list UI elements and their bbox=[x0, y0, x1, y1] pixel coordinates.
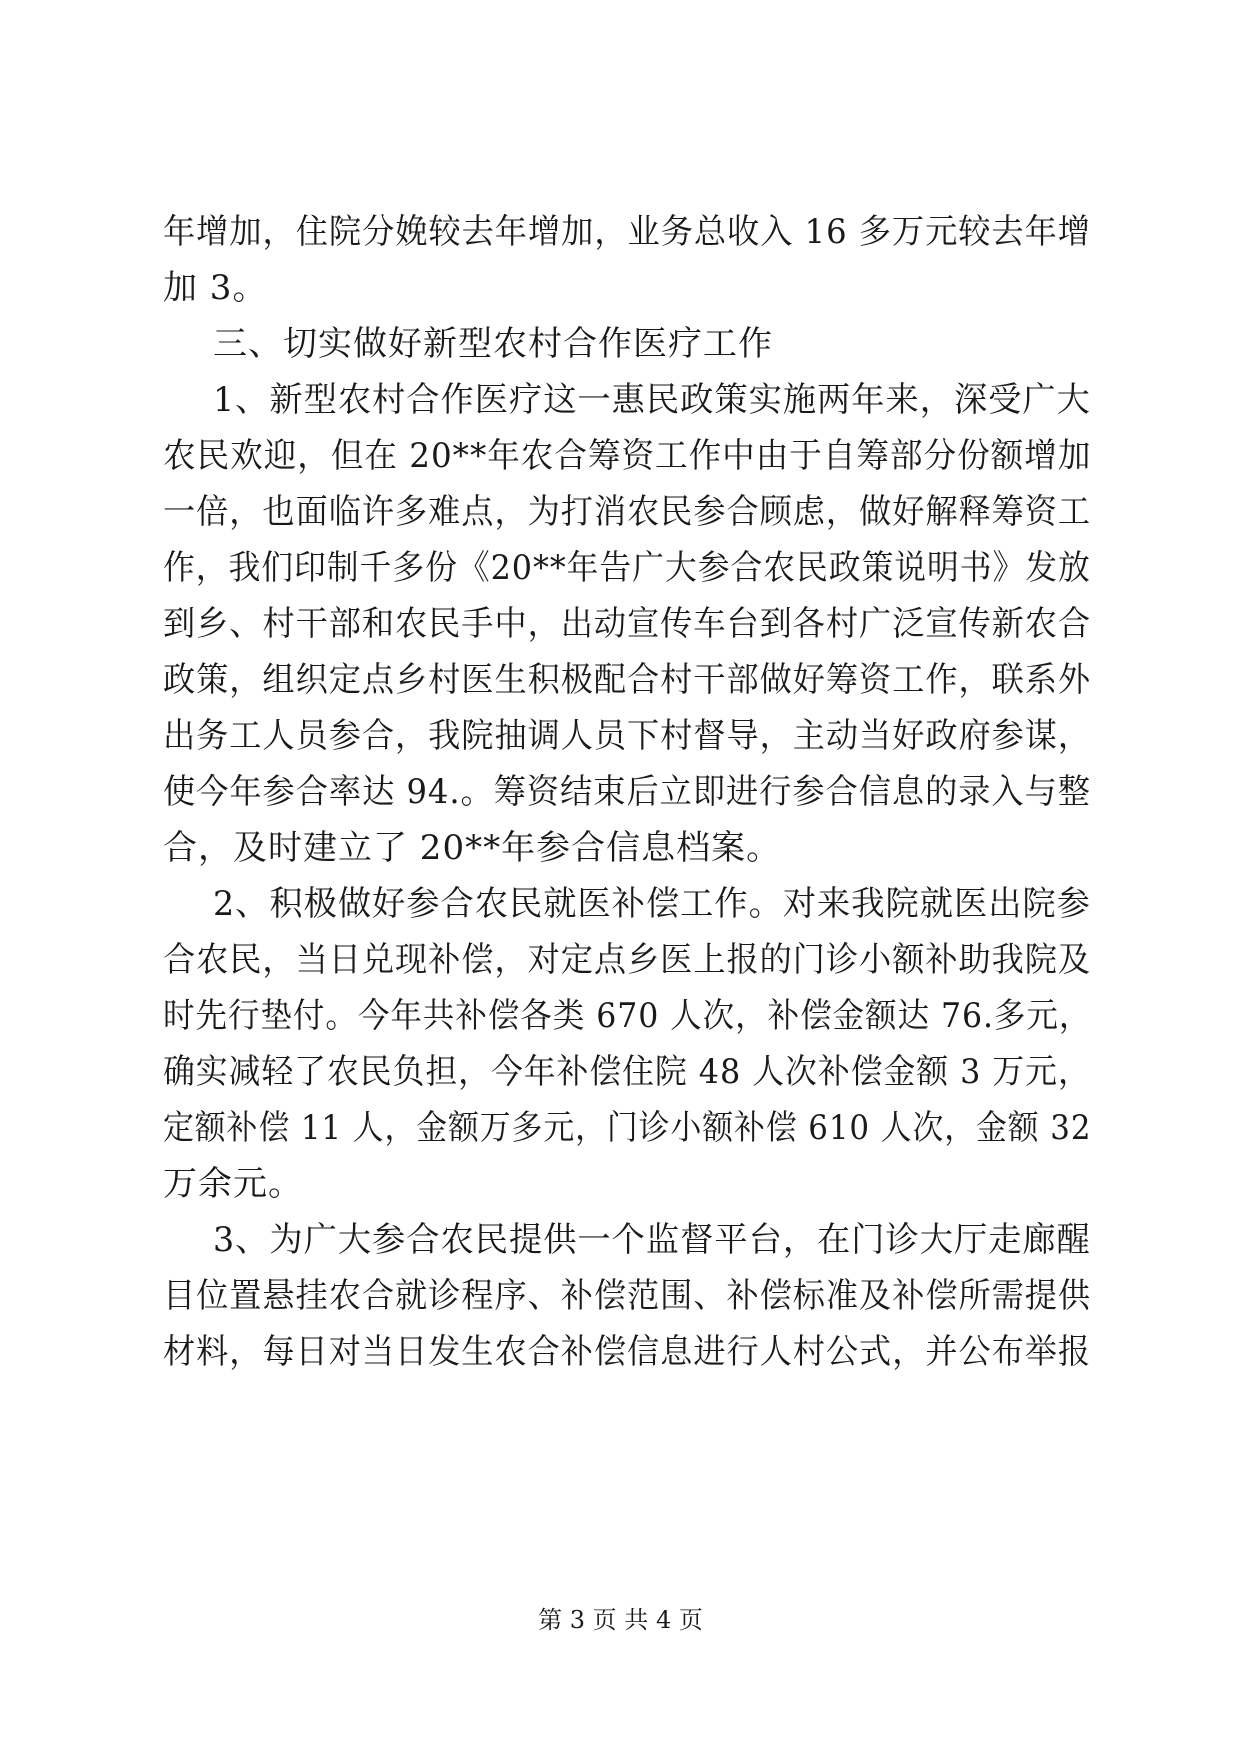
text-line: 2、积极做好参合农民就医补偿工作。对来我院就医出院参 bbox=[213, 884, 1091, 924]
text-line: 定额补偿 11 人，金额万多元，门诊小额补偿 610 人次，金额 32 bbox=[163, 1108, 1092, 1148]
text-line: 作，我们印制千多份《20**年告广大参合农民政策说明书》发放 bbox=[163, 548, 1091, 588]
section-heading: 三、切实做好新型农村合作医疗工作 bbox=[213, 324, 773, 364]
text-line: 万余元。 bbox=[163, 1164, 303, 1204]
text-line: 合农民，当日兑现补偿，对定点乡医上报的门诊小额补助我院及 bbox=[163, 940, 1092, 980]
page-footer: 第 3 页 共 4 页 bbox=[538, 1606, 703, 1634]
text-line: 目位置悬挂农合就诊程序、补偿范围、补偿标准及补偿所需提供 bbox=[163, 1276, 1092, 1316]
text-line: 时先行垫付。今年共补偿各类 670 人次，补偿金额达 76.多元， bbox=[163, 996, 1092, 1036]
text-line: 加 3。 bbox=[163, 268, 268, 308]
text-line: 到乡、村干部和农民手中，出动宣传车台到各村广泛宣传新农合 bbox=[163, 604, 1092, 644]
text-line: 使今年参合率达 94.。筹资结束后立即进行参合信息的录入与整 bbox=[163, 772, 1091, 812]
text-line: 出务工人员参合，我院抽调人员下村督导，主动当好政府参谋， bbox=[163, 716, 1092, 756]
text-line: 政策，组织定点乡村医生积极配合村干部做好筹资工作，联系外 bbox=[163, 660, 1092, 700]
text-line: 年增加，住院分娩较去年增加，业务总收入 16 多万元较去年增 bbox=[163, 212, 1091, 252]
text-line: 3、为广大参合农民提供一个监督平台，在门诊大厅走廊醒 bbox=[213, 1220, 1091, 1260]
text-line: 确实减轻了农民负担，今年补偿住院 48 人次补偿金额 3 万元， bbox=[163, 1052, 1091, 1092]
text-line: 1、新型农村合作医疗这一惠民政策实施两年来，深受广大 bbox=[213, 380, 1091, 420]
text-line: 农民欢迎，但在 20**年农合筹资工作中由于自筹部分份额增加 bbox=[163, 436, 1092, 476]
text-line: 一倍，也面临许多难点，为打消农民参合顾虑，做好解释筹资工 bbox=[163, 492, 1092, 532]
text-line: 合，及时建立了 20**年参合信息档案。 bbox=[163, 828, 782, 868]
text-line: 材料，每日对当日发生农合补偿信息进行人村公式，并公布举报 bbox=[163, 1332, 1092, 1372]
